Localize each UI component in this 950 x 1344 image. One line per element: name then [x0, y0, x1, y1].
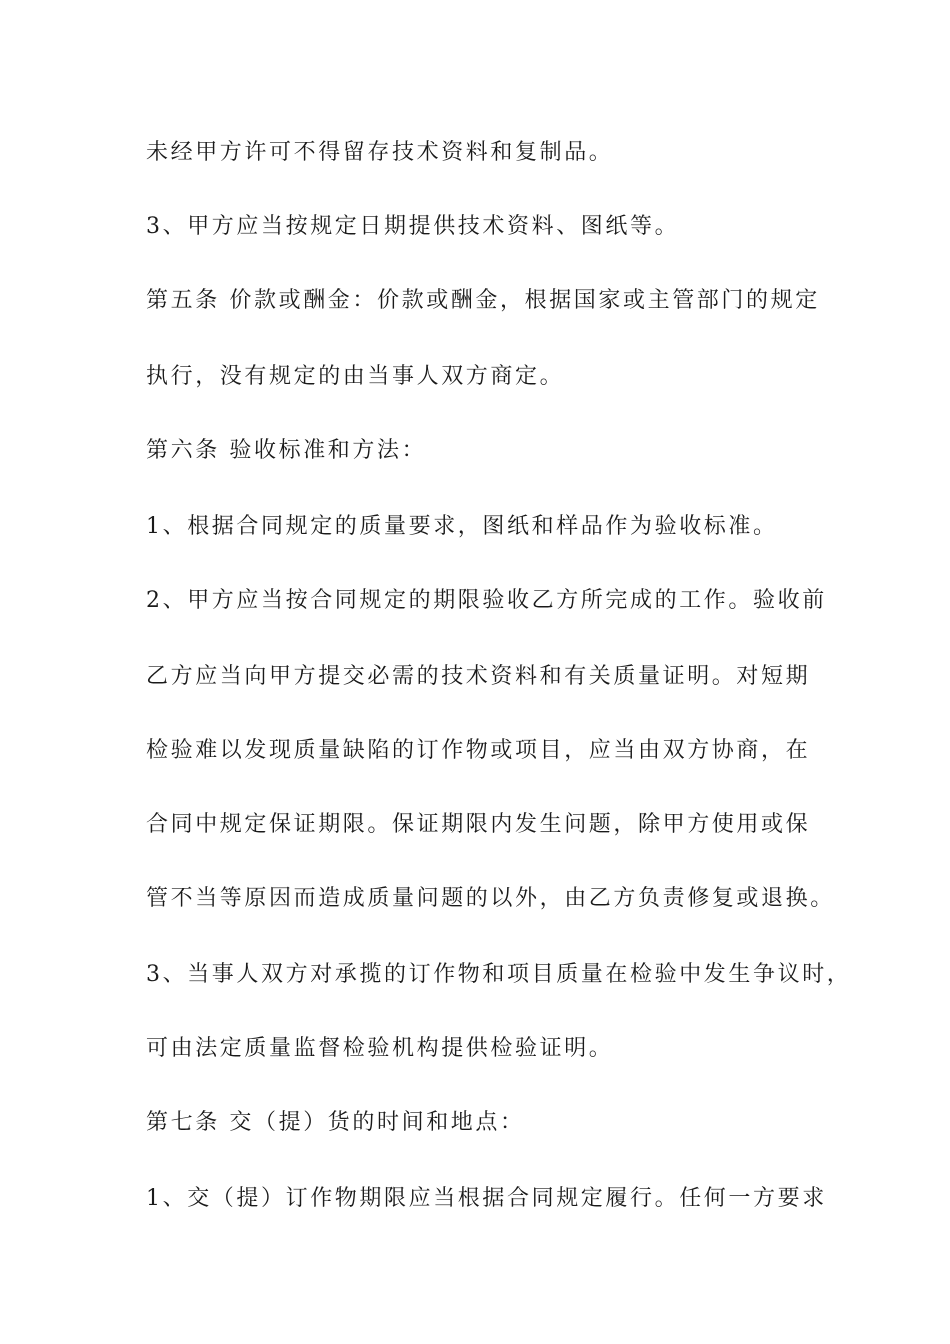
text-line: 可由法定质量监督检验机构提供检验证明。	[146, 1036, 614, 1061]
text-line: 1、根据合同规定的质量要求，图纸和样品作为验收标准。	[146, 514, 778, 539]
text-line: 3、当事人双方对承揽的订作物和项目质量在检验中发生争议时，	[146, 962, 852, 987]
text-line: 执行，没有规定的由当事人双方商定。	[146, 364, 565, 389]
text-line: 3、甲方应当按规定日期提供技术资料、图纸等。	[146, 214, 680, 239]
text-line: 管不当等原因而造成质量问题的以外，由乙方负责修复或退换。	[146, 886, 835, 911]
text-line: 乙方应当向甲方提交必需的技术资料和有关质量证明。对短期	[146, 664, 811, 689]
section-heading-article-5: 第五条 价款或酬金：价款或酬金，根据国家或主管部门的规定	[146, 288, 820, 313]
text-line: 1、交（提）订作物期限应当根据合同规定履行。任何一方要求	[146, 1186, 827, 1211]
text-line: 检验难以发现质量缺陷的订作物或项目，应当由双方协商，在	[146, 738, 811, 763]
section-heading-article-6: 第六条 验收标准和方法：	[146, 438, 427, 463]
text-line: 未经甲方许可不得留存技术资料和复制品。	[146, 140, 614, 165]
section-heading-article-7: 第七条 交（提）货的时间和地点：	[146, 1110, 525, 1135]
text-line: 2、甲方应当按合同规定的期限验收乙方所完成的工作。验收前	[146, 588, 827, 613]
text-line: 合同中规定保证期限。保证期限内发生问题，除甲方使用或保	[146, 812, 811, 837]
